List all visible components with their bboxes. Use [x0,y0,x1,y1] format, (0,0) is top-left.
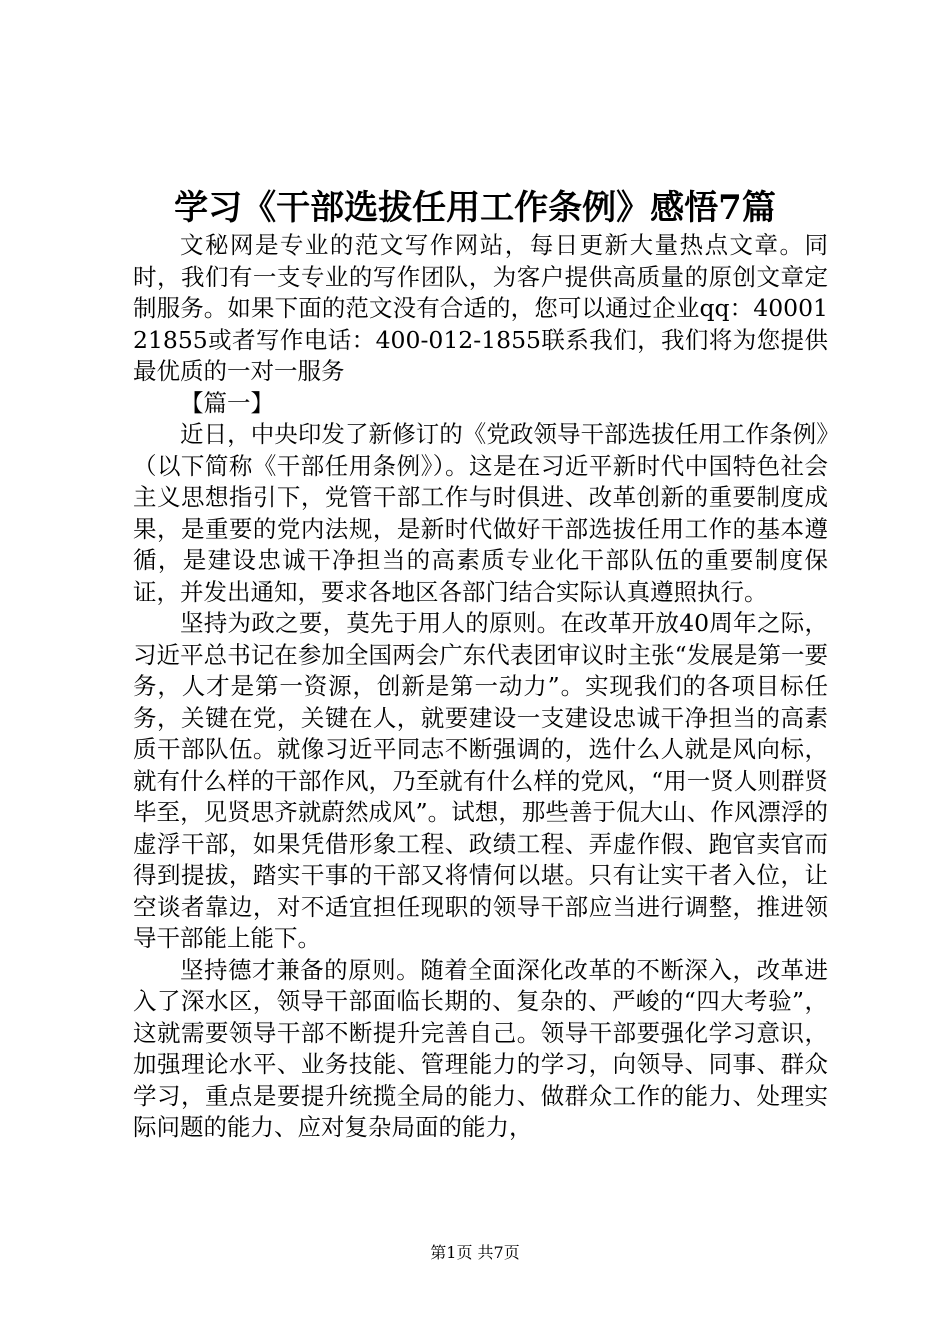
page-footer: 第1页 共7页 [430,1243,520,1262]
section-heading: 【篇一】 [180,388,274,417]
body-paragraph: 坚持为政之要，莫先于用人的原则。在改革开放40周年之际，习近平总书记在参加全国两会广东代表团审议时主张“发展是第一要务，人才是第一资源，创新是第一动力”。实现我们的各项目标任务，关键在党，关键在人，就要建设一支建设忠诚干净担当的高素质干部队伍。就像习近平同志不断强调的，选什么人就是风向标，就有什么样的干部作风，乃至就有什么样的党风，“用一贤人则群贤毕至，见贤思齐就蔚然成风”。试想，那些善于侃大山、作风漂浮的虚浮干部，如果凭借形象工程、政绩工程、弄虚作假、跑官卖官而得到提拔，踏实干事的干部又将情何以堪。只有让实干者入位，让空谈者靠边，对不适宜担任现职的领导干部应当进行调整，推进领导干部能上能下。 [133,609,828,952]
body-paragraph: 近日，中央印发了新修订的《党政领导干部选拔任用工作条例》（以下简称《干部任用条例》）。这是在习近平新时代中国特色社会主义思想指引下，党管干部工作与时俱进、改革创新的重要制度成果，是重要的党内法规，是新时代做好干部选拔任用工作的基本遵循，是建设忠诚干净担当的高素质专业化干部队伍的重要制度保证，并发出通知，要求各地区各部门结合实际认真遵照执行。 [133,420,828,606]
body-paragraph: 坚持德才兼备的原则。随着全面深化改革的不断深入，改革进入了深水区，领导干部面临长期的、复杂的、严峻的“四大考验”，这就需要领导干部不断提升完善自己。领导干部要强化学习意识，加强理论水平、业务技能、管理能力的学习，向领导、同事、群众学习，重点是要提升统揽全局的能力、做群众工作的能力、处理实际问题的能力、应对复杂局面的能力， [133,955,828,1141]
document-body [133,230,828,1144]
document-title: 学习《干部选拔任用工作条例》感悟7篇 [174,188,776,228]
intro-paragraph: 文秘网是专业的范文写作网站，每日更新大量热点文章。同时，我们有一支专业的写作团队，为客户提供高质量的原创文章定制服务。如果下面的范文没有合适的，您可以通过企业qq：4000121855或者写作电话：400-012-1855联系我们，我们将为您提供最优质的一对一服务 [133,231,828,385]
